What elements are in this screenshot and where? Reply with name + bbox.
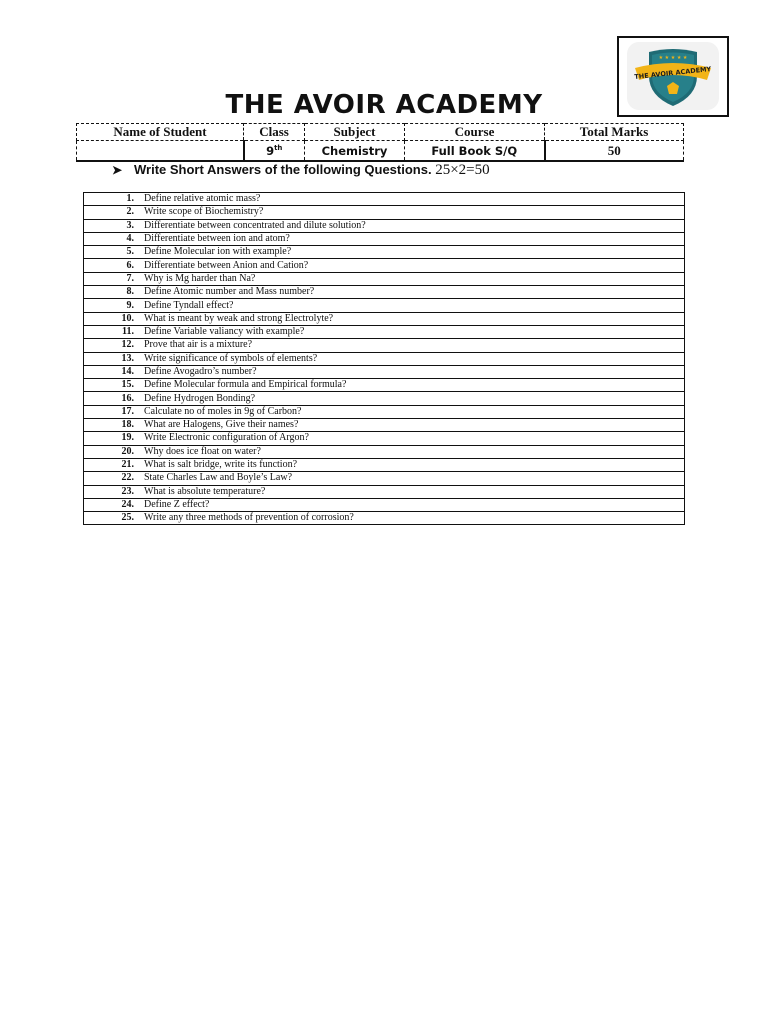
question-text: Define Avogadro’s number? (142, 365, 685, 378)
svg-text:★ ★ ★ ★ ★: ★ ★ ★ ★ ★ (658, 55, 688, 61)
question-number: 16. (84, 392, 143, 405)
question-row (84, 445, 685, 458)
class-sup: th (274, 143, 283, 152)
class-base: 9 (266, 143, 275, 158)
question-number: 13. (84, 352, 143, 365)
question-text: What is salt bridge, write its function? (142, 458, 685, 471)
question-number: 17. (84, 405, 143, 418)
question-text: Differentiate between ion and atom? (142, 232, 685, 245)
question-text: What is meant by weak and strong Electrolyte? (142, 312, 685, 325)
question-number: 10. (84, 312, 143, 325)
question-row (84, 405, 685, 418)
instruction-line (112, 162, 490, 179)
question-row (84, 193, 685, 206)
question-row (84, 392, 685, 405)
question-row (84, 219, 685, 232)
question-text: What are Halogens, Give their names? (142, 419, 685, 432)
question-number: 22. (84, 472, 143, 485)
question-number: 2. (84, 206, 143, 219)
question-number: 9. (84, 299, 143, 312)
question-row (84, 458, 685, 471)
question-number: 12. (84, 339, 143, 352)
question-row (84, 472, 685, 485)
question-text: Define Tyndall effect? (142, 299, 685, 312)
question-number: 5. (84, 246, 143, 259)
question-row (84, 379, 685, 392)
question-row (84, 299, 685, 312)
question-number: 11. (84, 325, 143, 338)
subject-value: Chemistry (305, 141, 405, 162)
question-number: 20. (84, 445, 143, 458)
question-row (84, 498, 685, 511)
question-text: Define Molecular formula and Empirical formula? (142, 379, 685, 392)
class-value (244, 141, 305, 162)
info-header-row (77, 124, 684, 141)
student-info-table (76, 123, 684, 162)
questions-table (83, 192, 685, 525)
header-course: Course (405, 124, 545, 141)
question-row (84, 272, 685, 285)
question-text: Define Z effect? (142, 498, 685, 511)
question-number: 21. (84, 458, 143, 471)
header-subject: Subject (305, 124, 405, 141)
question-text: Define Variable valiancy with example? (142, 325, 685, 338)
question-row (84, 419, 685, 432)
question-number: 14. (84, 365, 143, 378)
page-title: THE AVOIR ACADEMY (225, 90, 543, 120)
info-values-row (77, 141, 684, 162)
question-text: Write significance of symbols of elements? (142, 352, 685, 365)
question-number: 24. (84, 498, 143, 511)
question-text: Differentiate between Anion and Cation? (142, 259, 685, 272)
question-row (84, 339, 685, 352)
question-number: 1. (84, 193, 143, 206)
logo-text: THE AVOIR ACADEMY (634, 65, 712, 82)
question-row (84, 352, 685, 365)
question-text: Define relative atomic mass? (142, 193, 685, 206)
marks-formula: 25×2=50 (435, 162, 490, 178)
question-text: Write Electronic configuration of Argon? (142, 432, 685, 445)
question-number: 15. (84, 379, 143, 392)
question-text: Define Atomic number and Mass number? (142, 286, 685, 299)
question-number: 18. (84, 419, 143, 432)
question-number: 4. (84, 232, 143, 245)
question-row (84, 246, 685, 259)
question-row (84, 312, 685, 325)
question-row (84, 365, 685, 378)
question-text: Why does ice float on water? (142, 445, 685, 458)
question-number: 25. (84, 512, 143, 525)
header-name-of-student: Name of Student (77, 124, 244, 141)
question-row (84, 206, 685, 219)
question-row (84, 485, 685, 498)
question-number: 23. (84, 485, 143, 498)
header-total-marks: Total Marks (545, 124, 684, 141)
question-number: 7. (84, 272, 143, 285)
question-text: Define Hydrogen Bonding? (142, 392, 685, 405)
question-text: Why is Mg harder than Na? (142, 272, 685, 285)
question-row (84, 432, 685, 445)
question-text: Define Molecular ion with example? (142, 246, 685, 259)
total-marks-value: 50 (545, 141, 684, 162)
instruction-text: Write Short Answers of the following Questions. (134, 162, 432, 177)
question-row (84, 325, 685, 338)
question-text: State Charles Law and Boyle’s Law? (142, 472, 685, 485)
question-number: 3. (84, 219, 143, 232)
question-number: 6. (84, 259, 143, 272)
course-value: Full Book S/Q (405, 141, 545, 162)
question-text: Write scope of Biochemistry? (142, 206, 685, 219)
question-row (84, 512, 685, 525)
arrow-bullet-icon: ➤ (112, 163, 123, 177)
question-row (84, 286, 685, 299)
student-name-value (77, 141, 244, 162)
question-text: Prove that air is a mixture? (142, 339, 685, 352)
question-text: Write any three methods of prevention of corrosion? (142, 512, 685, 525)
question-row (84, 259, 685, 272)
header-class: Class (244, 124, 305, 141)
question-text: What is absolute temperature? (142, 485, 685, 498)
question-number: 19. (84, 432, 143, 445)
question-text: Calculate no of moles in 9g of Carbon? (142, 405, 685, 418)
question-text: Differentiate between concentrated and dilute solution? (142, 219, 685, 232)
question-row (84, 232, 685, 245)
question-number: 8. (84, 286, 143, 299)
